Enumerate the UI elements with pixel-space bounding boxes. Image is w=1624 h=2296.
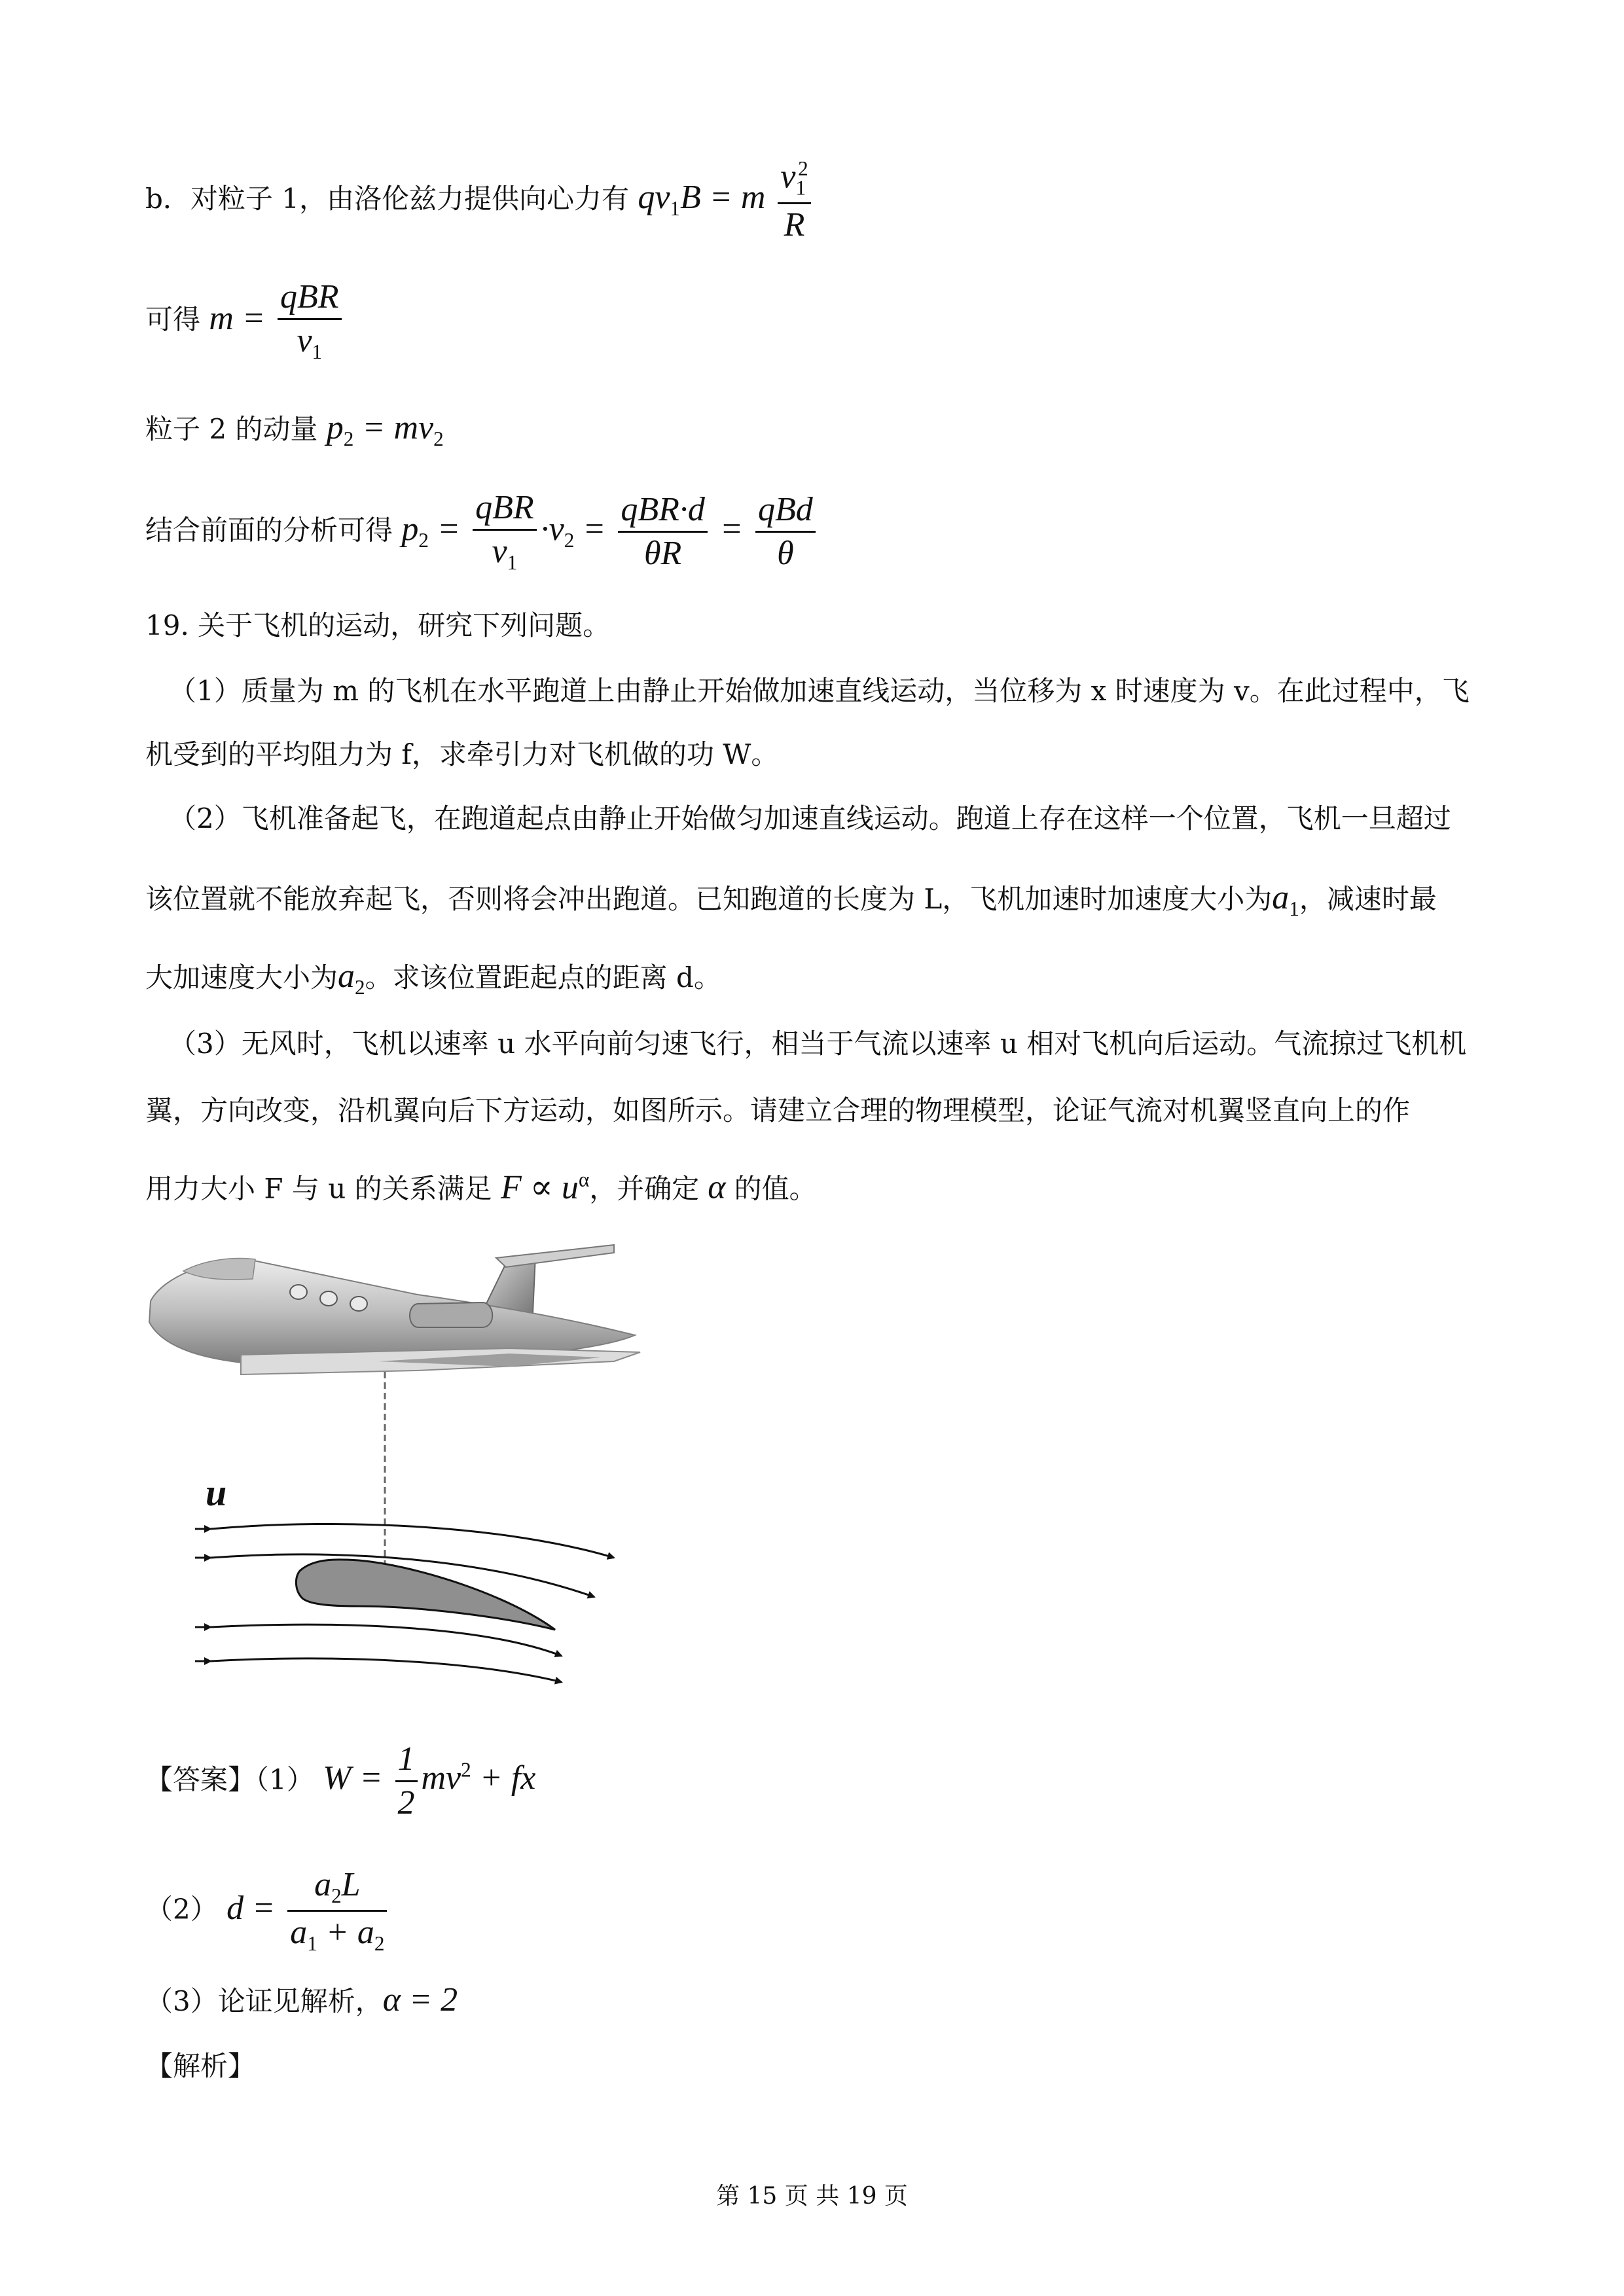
mass-equation: m = $\frac{\text{qBR}}{v_1}$	[209, 300, 345, 337]
part3-line3-b: ，并确定	[589, 1172, 700, 1205]
answer-1-equation: W = $\frac{1}{2}$ $mv^2$ + fx	[323, 1740, 536, 1821]
alpha-symbol: α	[699, 1168, 734, 1206]
airplane-airfoil-figure	[143, 1230, 666, 1689]
part2-line2-a: 该位置就不能放弃起飞，否则将会冲出跑道。已知跑道的长度为 L，飞机加速时加速度大小为	[145, 883, 1272, 915]
part3-line3-a: 用力大小 F 与 u 的关系满足	[145, 1172, 492, 1205]
solution-b-intro: b．对粒子 1，由洛伦兹力提供向心力有	[145, 182, 629, 215]
part3-line3	[145, 1169, 817, 1205]
streamline-1	[211, 1524, 614, 1558]
momentum-equation: $p_2 = mv_2$	[326, 409, 444, 450]
combine-equation: $p_2$ = $\frac{\text{qBR}}{v_1}$ $\cdot v_2$ = $\frac{\text{qBR·d}}{\theta R}$ = $\frac{\text{qBd}}{\theta}$	[401, 511, 819, 548]
answer-line-2	[145, 1868, 391, 1954]
streamline-3	[211, 1624, 562, 1656]
part2-line1: （2）飞机准备起飞，在跑道起点由静止开始做匀加速直线运动。跑道上存在这样一个位置，飞机一旦超过	[169, 802, 1451, 834]
a1-symbol: $a_1$	[1272, 879, 1299, 920]
airplane-icon	[149, 1245, 640, 1374]
proportionality-formula: $F \propto u^\alpha$	[500, 1168, 590, 1206]
answer-2-prefix: （2）	[145, 1893, 218, 1926]
part2-line3-a: 大加速度大小为	[145, 961, 338, 994]
mass-line	[145, 280, 346, 362]
answer-3-equation: α = 2	[382, 1981, 458, 2018]
answer-2-equation: d = $\frac{a_2L}{a_1 + a_2}$	[226, 1890, 391, 1927]
part3-line2: 翼，方向改变，沿机翼向后下方运动，如图所示。请建立合理的物理模型，论证气流对机翼竖直向上的作	[145, 1094, 1411, 1126]
momentum-prefix: 粒子 2 的动量	[145, 413, 318, 445]
page-footer: 第 15 页 共 19 页	[716, 2183, 908, 2210]
part3-line1: （3）无风时，飞机以速率 u 水平向前匀速飞行，相当于气流以速率 u 相对飞机向后运动。气流掠过飞机机	[169, 1028, 1467, 1060]
airfoil-wing-section	[296, 1560, 555, 1630]
solution-b-line	[145, 158, 815, 242]
streamline-4	[211, 1659, 562, 1682]
combine-line	[145, 491, 820, 573]
lorentz-equation: $qv_1B = m$ $\frac{v_1^2}{R}$	[638, 179, 814, 216]
part1-line2: 机受到的平均阻力为 f，求牵引力对飞机做的功 W。	[145, 738, 779, 770]
part2-line3	[145, 960, 721, 997]
part3-line3-c: 的值。	[734, 1172, 817, 1205]
combine-prefix: 结合前面的分析可得	[145, 514, 393, 547]
part1-line1: （1）质量为 m 的飞机在水平跑道上由静止开始做加速直线运动，当位移为 x 时速度为 v。在此过程中，飞	[169, 675, 1470, 707]
answer-line-1	[145, 1742, 535, 1820]
mass-prefix: 可得	[145, 303, 201, 336]
analysis-header: 【解析】	[145, 2050, 256, 2082]
part2-line2	[145, 881, 1437, 919]
answer-3-text: （3）论证见解析，	[145, 1985, 383, 2017]
momentum-line	[145, 411, 444, 449]
part2-line2-b: ，减速时最	[1299, 883, 1437, 915]
answer-line-3	[145, 1983, 458, 2017]
a2-symbol: $a_2$	[338, 958, 365, 999]
question-title: 19. 关于飞机的运动，研究下列问题。	[145, 609, 611, 641]
answer-header: 【答案】（1）	[145, 1763, 314, 1796]
airflow-label: u	[206, 1471, 227, 1514]
part2-line3-b: 。求该位置距起点的距离 d。	[365, 961, 721, 994]
